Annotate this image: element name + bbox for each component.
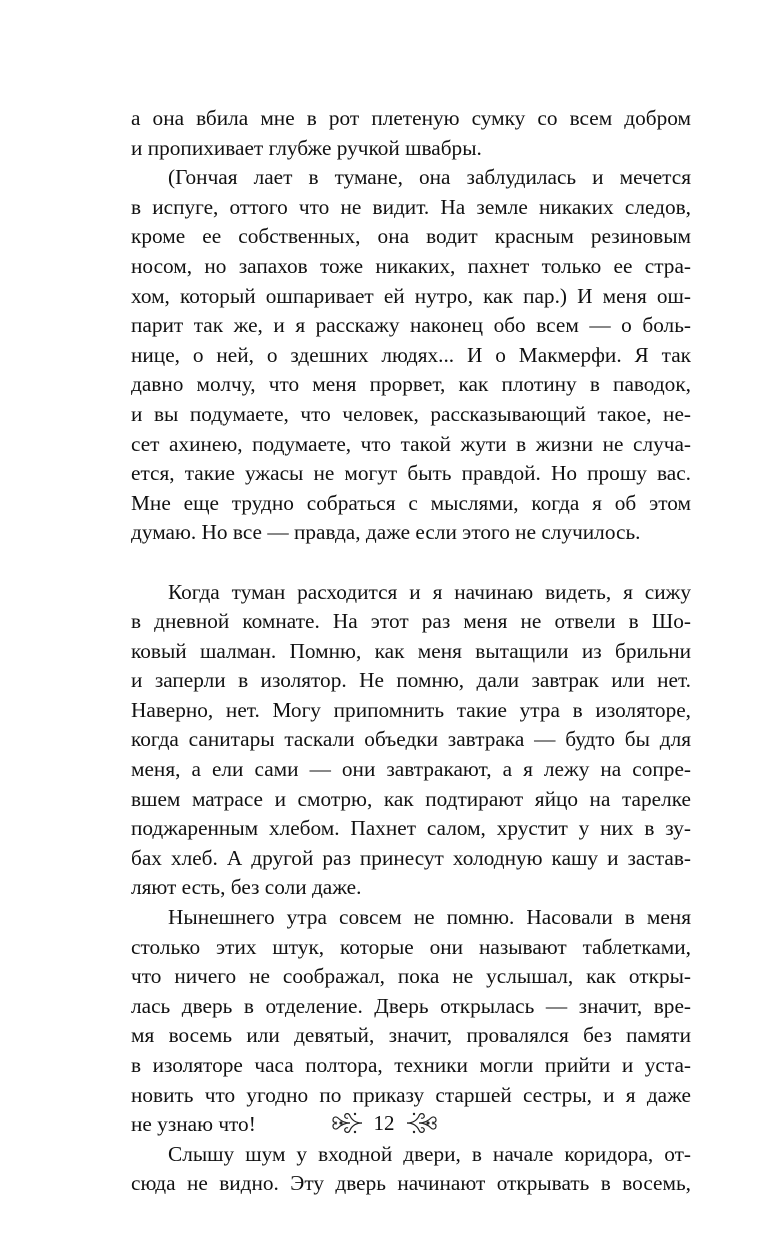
text-line: в испуге, оттого что не видит. На земле никаких следов, [131,194,691,219]
text-line: в изоляторе часа полтора, техники могли прийти и уста- [131,1053,691,1077]
text-line: давно молчу, что меня прорвет, как плотину в паводок, [131,372,691,397]
text-line: ляют есть, без соли даже. [131,875,362,900]
text-line: не узнаю что! [131,1112,256,1137]
text-line: меня, а ели сами — они завтракают, а я лежу на сопре- [131,757,691,782]
text-line: а она вбила мне в рот плетеную сумку со всем добром [131,106,691,130]
floral-ornament-right-icon [405,1110,439,1136]
text-line: когда санитары таскали объедки завтрака — будто бы для [131,727,691,752]
page-body [131,104,691,1199]
text-line: сюда не видно. Эту дверь начинают открывать в восемь, [131,1171,691,1196]
text-line: думаю. Но все — правда, даже если этого не случилось. [131,520,641,545]
text-line: Наверно, нет. Могу припомнить такие утра в изоляторе, [131,697,691,722]
text-line: Мне еще трудно собраться с мыслями, когда я об этом [131,490,691,515]
text-line: носом, но запахов тоже никаких, пахнет только ее стра- [131,253,691,278]
text-line: ковый шалман. Помню, как меня вытащили из брильни [131,638,691,663]
text-line: Когда туман расходится и я начинаю видеть, я сижу [168,579,691,604]
paragraph [131,578,691,904]
text-line: Нынешнего утра совсем не помню. Насовали в меня [168,905,691,930]
text-line: мя восемь или девятый, значит, провалялся без памяти [131,1023,691,1048]
text-line: парит так же, и я расскажу наконец обо всем — о боль- [131,313,691,338]
text-line: поджаренным хлебом. Пахнет салом, хрустит у них в зу- [131,816,691,841]
text-line: лась дверь в отделение. Дверь открылась — значит, вре- [131,993,691,1018]
text-line: сет ахинею, подумаете, что такой жути в жизни не случа- [131,431,691,456]
text-line: столько этих штук, которые они называют таблетками, [131,934,691,959]
text-line: бах хлеб. А другой раз принесут холодную кашу и застав- [131,845,691,870]
text-line: (Гончая лает в тумане, она заблудилась и мечется [168,165,691,190]
text-line: нице, о ней, о здешних людях... И о Макмерфи. Я так [131,342,691,367]
text-line: хом, который ошпаривает ей нутро, как пар.) И меня ош- [131,283,691,308]
text-line: ется, такие ужасы не могут быть правдой. Но прошу вас. [131,461,691,486]
text-line: в дневной комнате. На этот раз меня не отвели в Шо- [131,609,691,634]
text-line: и заперли в изолятор. Не помню, дали завтрак или нет. [131,668,691,693]
text-line: кроме ее собственных, она водит красным резиновым [131,224,691,249]
paragraph [131,1140,691,1199]
text-line: Слышу шум у входной двери, в начале коридора, от- [168,1141,691,1166]
paragraph [131,104,691,163]
page-number: 12 [373,1110,395,1135]
text-line: что ничего не соображал, пока не услышал, как откры- [131,964,691,989]
section-break [131,548,691,578]
page-footer [0,1103,768,1143]
text-line: и пропихивает глубже ручкой швабры. [131,135,482,160]
text-line: вшем матрасе и смотрю, как подтирают яйцо на тарелке [131,786,691,811]
paragraph [131,163,691,548]
floral-ornament-left-icon [330,1110,364,1136]
text-line: новить что угодно по приказу старшей сестры, и я даже [131,1082,691,1107]
text-line: и вы подумаете, что человек, рассказывающий такое, не- [131,401,691,426]
